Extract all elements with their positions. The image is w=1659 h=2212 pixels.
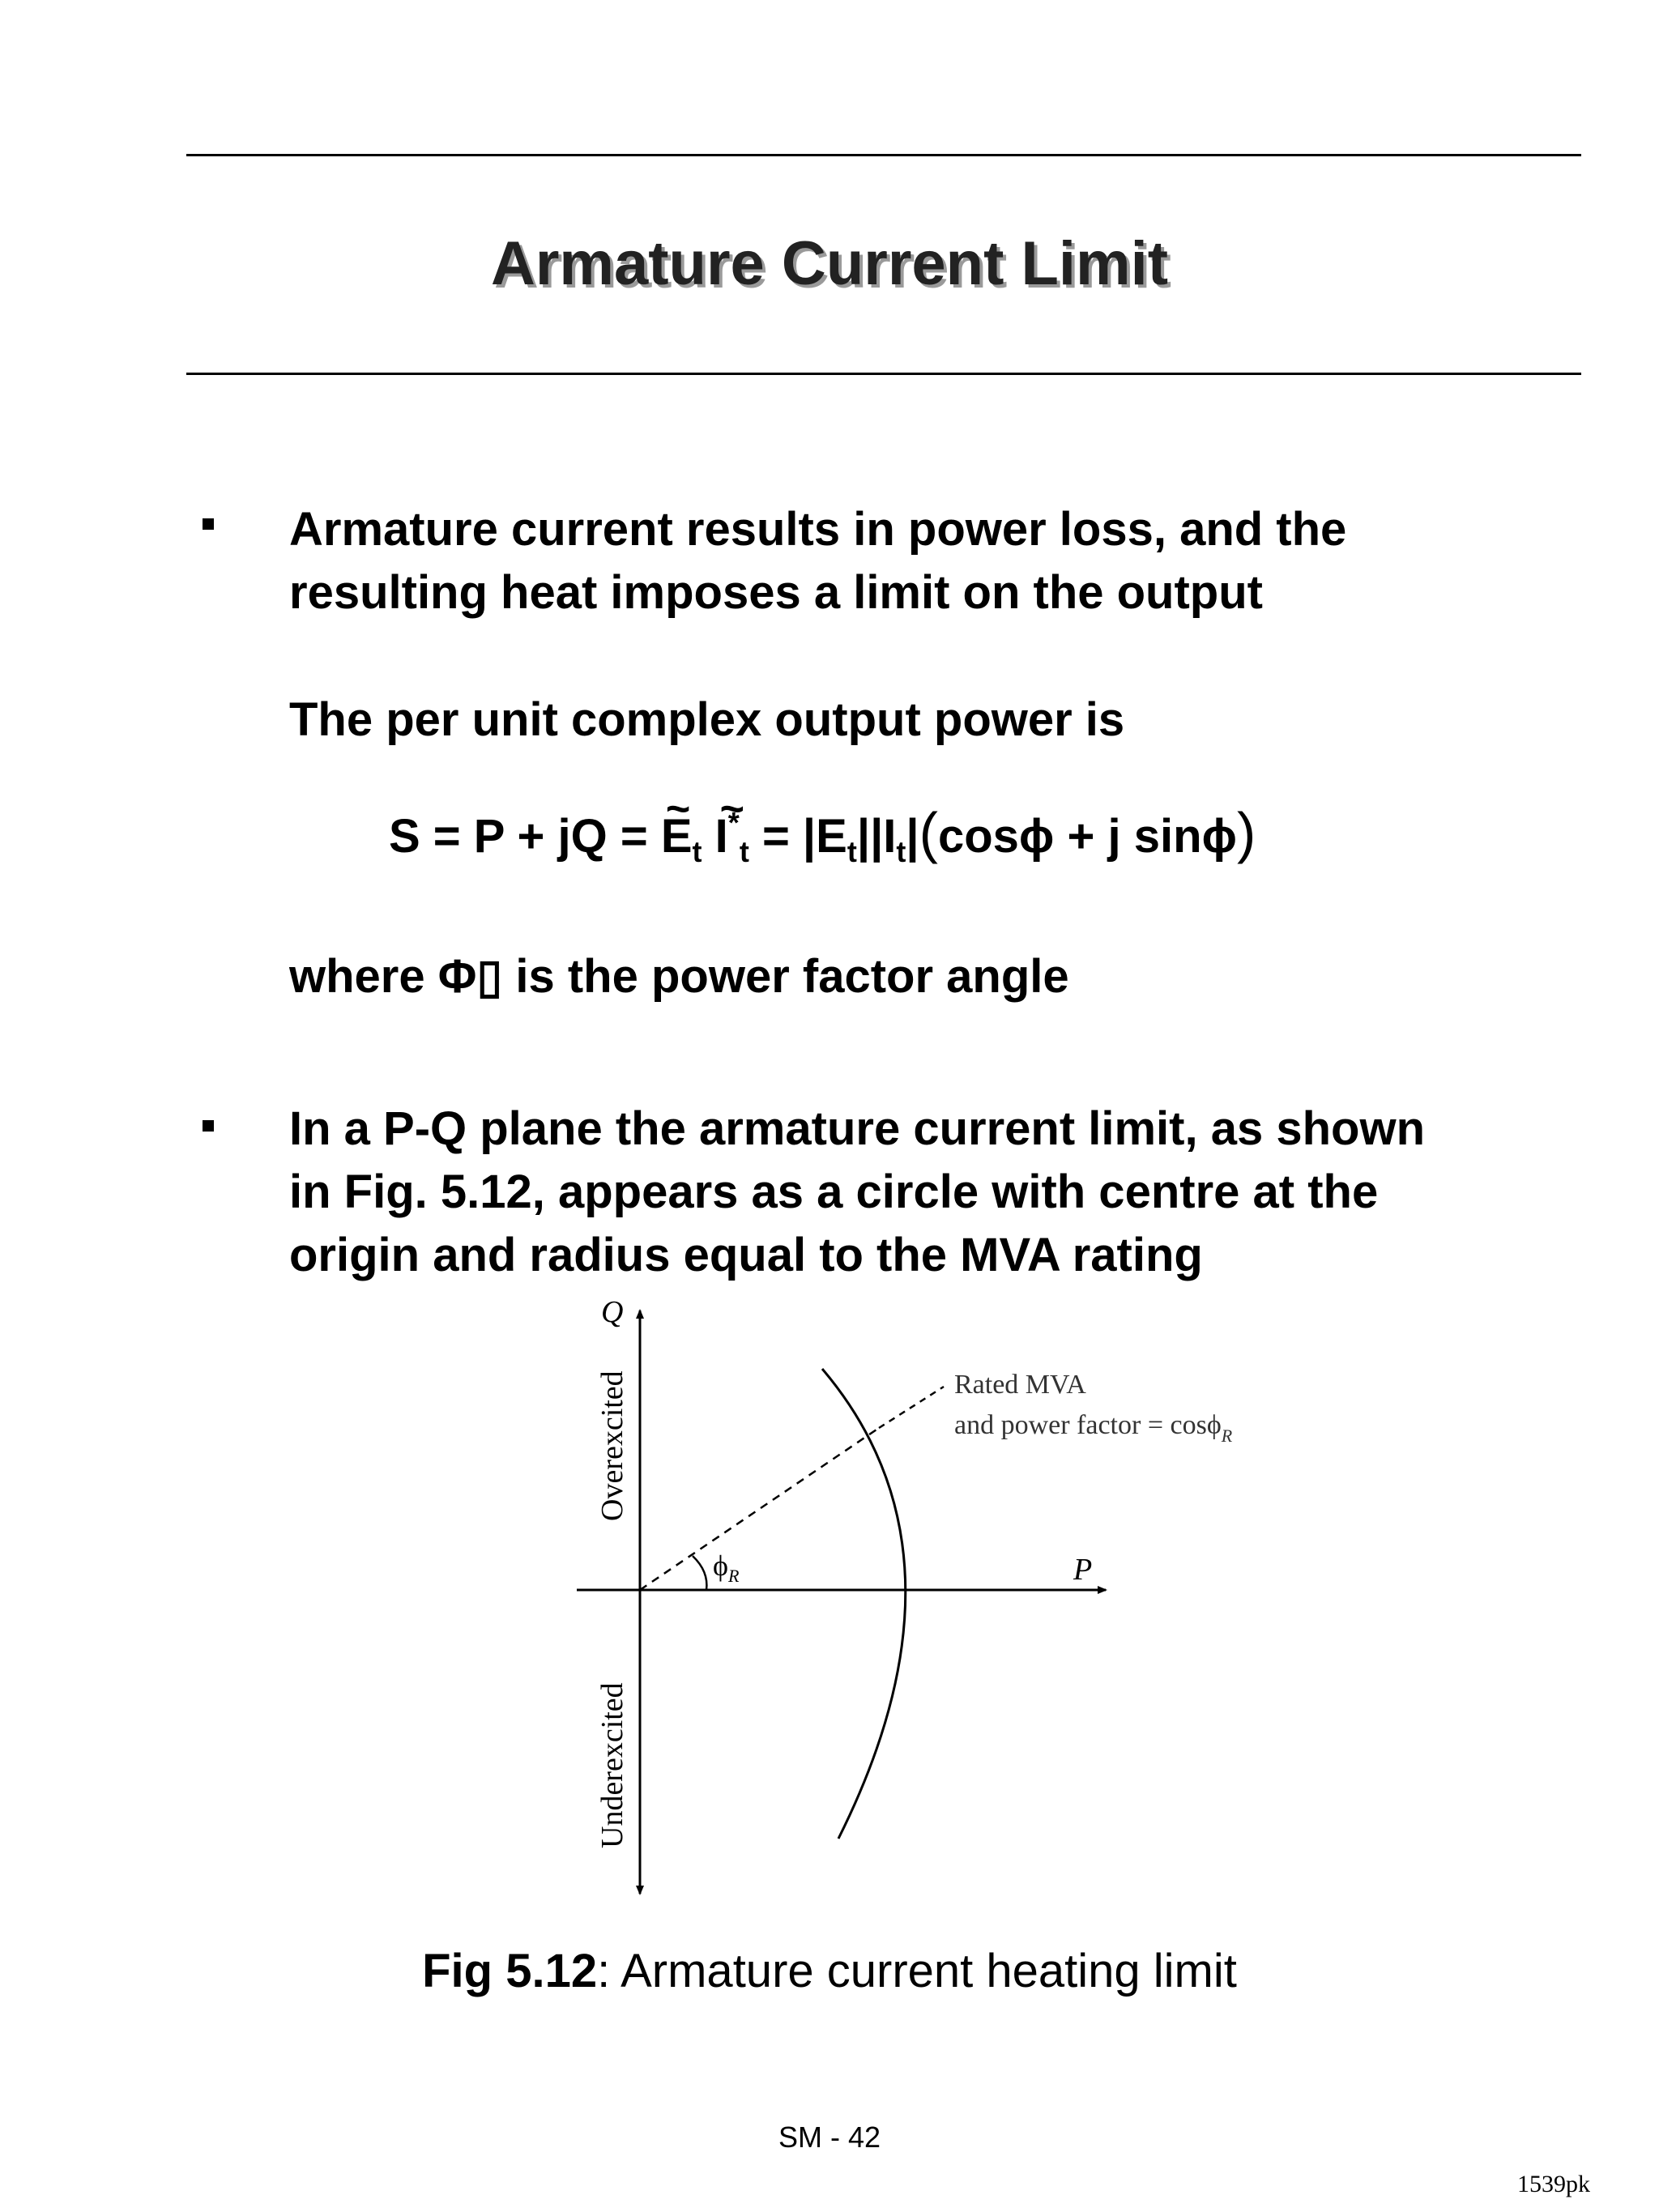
bullet-2-line-1: In a P-Q plane the armature current limit, as shown bbox=[289, 1102, 1425, 1155]
eq-i-tilde: ~ I bbox=[715, 809, 728, 863]
rated-pf-text: and power factor = cosϕ bbox=[954, 1410, 1222, 1440]
angle-subscript: R bbox=[727, 1566, 740, 1586]
page-footer: SM - 42 bbox=[778, 2120, 881, 2154]
overexcited-label: Overexcited bbox=[595, 1370, 629, 1521]
eq-sub-1: t bbox=[692, 835, 702, 868]
bullet-2-line-2: in Fig. 5.12, appears as a circle with centre at the bbox=[289, 1166, 1379, 1218]
page-title: Armature Current Limit bbox=[490, 229, 1169, 298]
eq-conjugate-star: * bbox=[727, 806, 740, 839]
eq-close-paren: ) bbox=[1236, 801, 1256, 864]
eq-mag-i: ||I bbox=[856, 810, 897, 863]
eq-body: cosϕ + j sinϕ bbox=[937, 810, 1237, 863]
eq-bar: | bbox=[906, 810, 919, 863]
caption-number: Fig 5.12 bbox=[422, 1945, 598, 1997]
power-factor-note: where Φ▯ is the power factor angle bbox=[289, 950, 1069, 1003]
bullet-1-line-2: resulting heat imposes a limit on the output bbox=[289, 566, 1263, 619]
caption-text: : Armature current heating limit bbox=[597, 1945, 1237, 1997]
rated-mva-label-line-2 bbox=[954, 1410, 1233, 1446]
eq-sub-2: t bbox=[739, 835, 749, 868]
bullet-1-line-1: Armature current results in power loss, and the bbox=[289, 503, 1347, 556]
q-axis-label: Q bbox=[601, 1295, 624, 1329]
angle-label bbox=[713, 1549, 740, 1586]
rated-pf-line bbox=[640, 1428, 879, 1590]
underexcited-label: Underexcited bbox=[595, 1682, 629, 1848]
eq-sub-4: t bbox=[896, 835, 906, 868]
angle-arc bbox=[693, 1556, 706, 1590]
figure-caption bbox=[0, 1944, 1659, 1998]
p-axis-label: P bbox=[1073, 1553, 1093, 1587]
equation-intro: The per unit complex output power is bbox=[289, 693, 1125, 746]
label-leader-line bbox=[879, 1387, 944, 1428]
angle-symbol: ϕ bbox=[713, 1549, 728, 1582]
rated-pf-subscript: R bbox=[1221, 1426, 1233, 1446]
eq-open-paren: ( bbox=[919, 801, 938, 864]
eq-lhs: S = P + jQ = bbox=[389, 810, 661, 863]
corner-code: 1539pk bbox=[1517, 2171, 1590, 2197]
bullet-2-line-3: origin and radius equal to the MVA rating bbox=[289, 1229, 1203, 1281]
rated-mva-label-line-1: Rated MVA bbox=[954, 1370, 1086, 1400]
eq-sub-3: t bbox=[847, 835, 857, 868]
eq-e-tilde: ~ E bbox=[661, 809, 693, 863]
eq-mag-e: = |E bbox=[761, 810, 847, 863]
